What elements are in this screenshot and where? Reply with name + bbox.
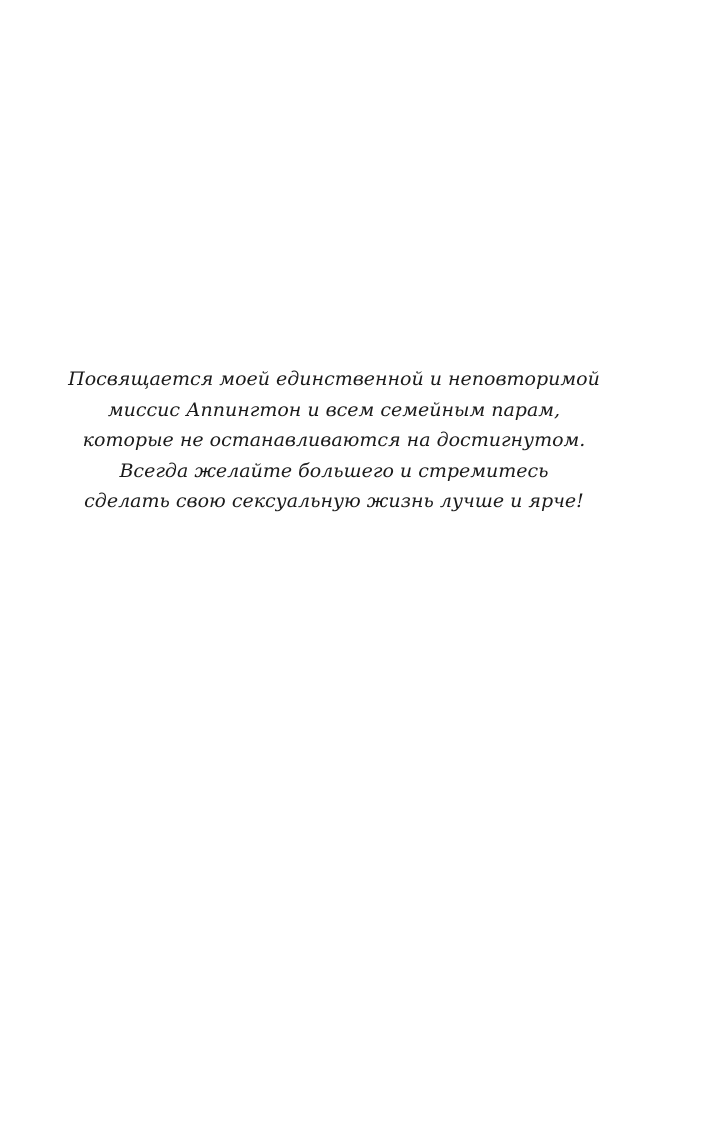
dedication-line-3: которые не останавливаются на достигнутом. bbox=[82, 429, 586, 451]
dedication-line-4: Всегда желайте большего и стремитесь bbox=[119, 459, 549, 482]
dedication-line-1: Посвящается моей единственной и неповторимой bbox=[68, 368, 600, 390]
dedication-line-5: сделать свою сексуальную жизнь лучше и ярче! bbox=[84, 490, 584, 512]
dedication-text bbox=[0, 364, 668, 517]
dedication-line-2: миссис Аппингтон и всем семейным парам, bbox=[107, 398, 561, 421]
